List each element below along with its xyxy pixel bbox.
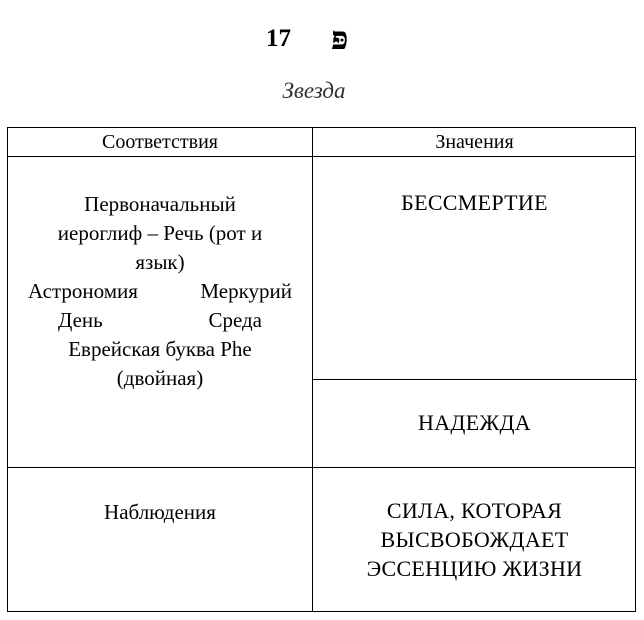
card-header: [0, 22, 644, 58]
header-divider: [8, 156, 635, 157]
card-name: Звезда: [282, 78, 346, 103]
corr-line-3: язык): [135, 250, 185, 274]
correspondence-table: [7, 127, 636, 612]
meanings-header: Значения: [435, 131, 514, 153]
day-row: [28, 306, 292, 335]
hebrew-letter: פּ: [331, 20, 349, 56]
astronomy-label: Астрономия: [28, 279, 138, 303]
astronomy-row: [28, 277, 292, 306]
hebrew-letter-line-2: (двойная): [116, 366, 204, 390]
observation-line-2: ВЫСВОБОЖДАЕТ: [380, 527, 569, 552]
hebrew-letter-line-1: Еврейская буква Phe: [68, 337, 252, 361]
corr-line-2: иероглиф – Речь (рот и: [57, 221, 263, 245]
correspondences-cell: [28, 190, 292, 393]
observations-text: [313, 496, 636, 583]
day-value: Среда: [208, 308, 262, 332]
astronomy-value: Меркурий: [200, 279, 292, 303]
day-label: День: [58, 308, 103, 332]
meaning-hope: НАДЕЖДА: [418, 410, 531, 435]
meanings-divider: [312, 379, 637, 380]
correspondences-header: Соответствия: [102, 131, 218, 153]
card-number: 17: [266, 25, 291, 52]
meaning-immortality: БЕССМЕРТИЕ: [401, 190, 548, 215]
observation-line-1: СИЛА, КОТОРАЯ: [386, 498, 563, 523]
corr-line-1: Первоначальный: [84, 192, 236, 216]
observations-label: Наблюдения: [104, 500, 216, 524]
observations-divider: [8, 467, 635, 468]
observation-line-3: ЭССЕНЦИЮ ЖИЗНИ: [366, 556, 583, 581]
